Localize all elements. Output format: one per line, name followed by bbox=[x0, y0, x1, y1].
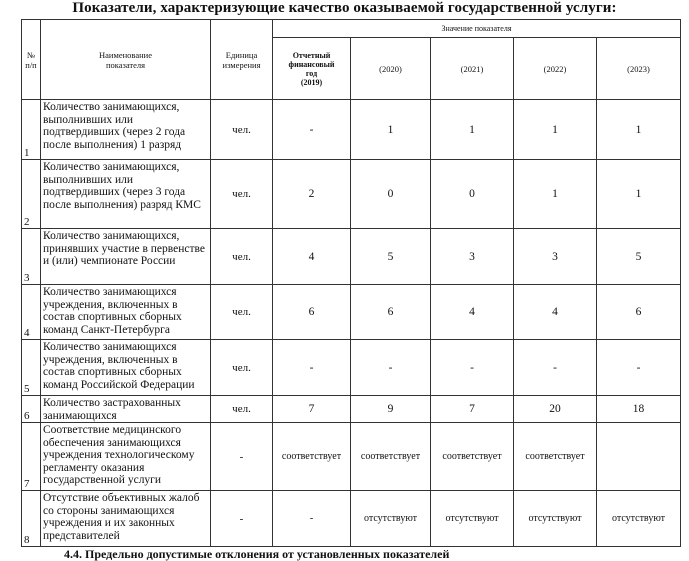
row-value: 5 bbox=[597, 229, 681, 285]
row-unit: чел. bbox=[211, 229, 273, 285]
row-name: Количество занимающихся, выполнивших или подтвердивших (через 2 года после выполнения) 1 разряд bbox=[41, 100, 211, 160]
row-value: отсутствуют bbox=[514, 491, 597, 547]
row-name: Количество занимающихся, принявших участие в первенстве и (или) чемпионате России bbox=[41, 229, 211, 285]
row-name: Количество занимающихся учреждения, включенных в состав спортивных сборных команд Российской Федерации bbox=[41, 340, 211, 396]
row-number: 8 bbox=[22, 491, 41, 547]
row-value: 1 bbox=[431, 100, 514, 160]
header-value-group: Значение показателя bbox=[273, 20, 681, 38]
row-name: Количество занимающихся, выполнивших или подтвердивших (через 3 года после выполнения) разряд КМС bbox=[41, 160, 211, 229]
row-name: Отсутствие объективных жалоб со стороны занимающихся учреждения и их законных представителей bbox=[41, 491, 211, 547]
row-number: 6 bbox=[22, 396, 41, 423]
table-row bbox=[22, 396, 681, 423]
row-unit: - bbox=[211, 491, 273, 547]
row-value: 1 bbox=[351, 100, 431, 160]
row-value: 5 bbox=[351, 229, 431, 285]
row-unit: чел. bbox=[211, 100, 273, 160]
row-value: 7 bbox=[273, 396, 351, 423]
row-value: 3 bbox=[514, 229, 597, 285]
row-value: - bbox=[273, 100, 351, 160]
row-value: 4 bbox=[431, 285, 514, 340]
header-year: (2020) bbox=[351, 38, 431, 100]
row-value: отсутствуют bbox=[431, 491, 514, 547]
row-number: 5 bbox=[22, 340, 41, 396]
header-year: Отчетный финансовый год (2019) bbox=[273, 38, 351, 100]
row-value: 4 bbox=[514, 285, 597, 340]
row-value: 2 bbox=[273, 160, 351, 229]
row-value: 6 bbox=[273, 285, 351, 340]
table-row bbox=[22, 229, 681, 285]
row-value: соответствует bbox=[431, 423, 514, 491]
row-name: Соответствие медицинского обеспечения занимающихся учреждения технологическому регламенту оказания государственной услуги bbox=[41, 423, 211, 491]
row-number: 4 bbox=[22, 285, 41, 340]
header-year: (2022) bbox=[514, 38, 597, 100]
row-value: - bbox=[431, 340, 514, 396]
row-number: 2 bbox=[22, 160, 41, 229]
header-year: (2023) bbox=[597, 38, 681, 100]
row-value: 6 bbox=[351, 285, 431, 340]
indicators-table bbox=[21, 19, 681, 547]
section-heading-cut: 4.4. Предельно допустимые отклонения от установленных показателей bbox=[64, 547, 450, 561]
row-value: соответствует bbox=[273, 423, 351, 491]
row-value: - bbox=[597, 340, 681, 396]
row-unit: - bbox=[211, 423, 273, 491]
row-name: Количество занимающихся учреждения, включенных в состав спортивных сборных команд Санкт-Петербурга bbox=[41, 285, 211, 340]
row-value: 18 bbox=[597, 396, 681, 423]
row-value: 4 bbox=[273, 229, 351, 285]
row-value: 1 bbox=[597, 100, 681, 160]
table-row bbox=[22, 285, 681, 340]
row-value: - bbox=[514, 340, 597, 396]
row-value: 20 bbox=[514, 396, 597, 423]
row-unit: чел. bbox=[211, 396, 273, 423]
row-number: 7 bbox=[22, 423, 41, 491]
table-row bbox=[22, 100, 681, 160]
header-unit: Единица измерения bbox=[211, 20, 273, 100]
row-number: 3 bbox=[22, 229, 41, 285]
header-num: № п/п bbox=[22, 20, 41, 100]
table-row bbox=[22, 160, 681, 229]
table-row bbox=[22, 340, 681, 396]
row-unit: чел. bbox=[211, 160, 273, 229]
row-value: - bbox=[273, 340, 351, 396]
row-value: соответствует bbox=[514, 423, 597, 491]
row-value: 3 bbox=[431, 229, 514, 285]
row-unit: чел. bbox=[211, 340, 273, 396]
row-value: 9 bbox=[351, 396, 431, 423]
row-value: отсутствуют bbox=[351, 491, 431, 547]
row-value: 7 bbox=[431, 396, 514, 423]
header-row bbox=[22, 20, 681, 38]
page-title: Показатели, характеризующие качество оказываемой государственной услуги: bbox=[72, 0, 617, 16]
row-number: 1 bbox=[22, 100, 41, 160]
row-unit: чел. bbox=[211, 285, 273, 340]
row-value: 0 bbox=[431, 160, 514, 229]
row-value: отсутствуют bbox=[597, 491, 681, 547]
row-value: 1 bbox=[514, 100, 597, 160]
table-row bbox=[22, 491, 681, 547]
row-value: 1 bbox=[597, 160, 681, 229]
row-value bbox=[597, 423, 681, 491]
header-year: (2021) bbox=[431, 38, 514, 100]
row-value: - bbox=[273, 491, 351, 547]
row-value: - bbox=[351, 340, 431, 396]
row-value: 6 bbox=[597, 285, 681, 340]
row-value: 0 bbox=[351, 160, 431, 229]
table-row bbox=[22, 423, 681, 491]
row-value: 1 bbox=[514, 160, 597, 229]
header-name: Наименование показателя bbox=[41, 20, 211, 100]
row-value: соответствует bbox=[351, 423, 431, 491]
row-name: Количество застрахованных занимающихся bbox=[41, 396, 211, 423]
